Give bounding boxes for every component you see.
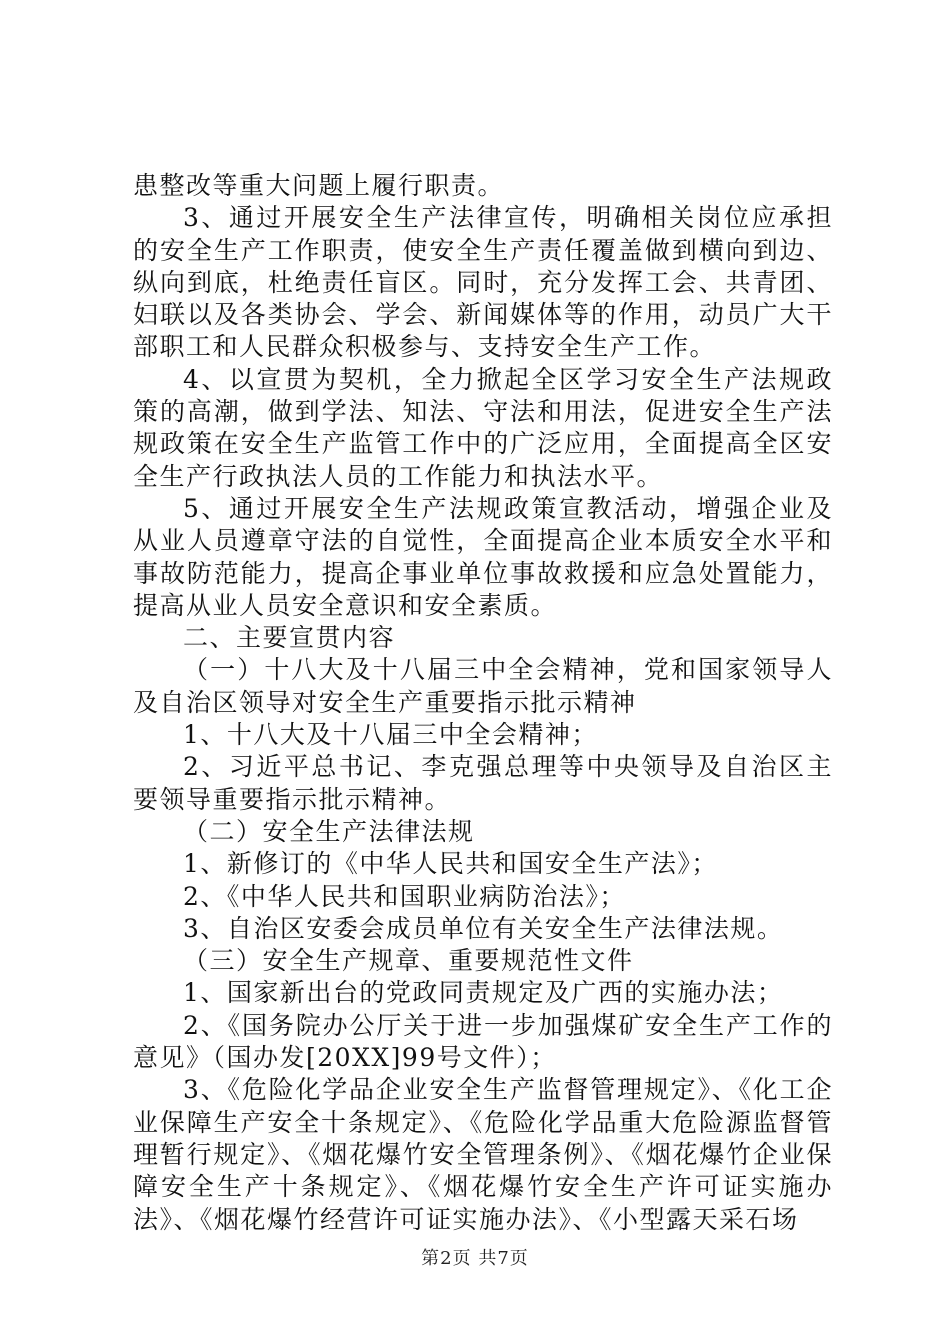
subsection-heading-2: （二）安全生产法律法规 <box>183 816 475 846</box>
list-item: 2、习近平总书记、李克强总理等中央领导及自治区主要领导重要指示批示精神。 <box>133 752 833 814</box>
list-item: 1、新修订的《中华人民共和国安全生产法》； <box>183 849 718 879</box>
document-body <box>133 170 833 1236</box>
list-item: 3、《危险化学品企业安全生产监督管理规定》、《化工企业保障生产安全十条规定》、《危险化学品重大危险源监督管理暂行规定》、《烟花爆竹安全管理条例》、《烟花爆竹企业保障安全生产十条规定》、《烟花爆竹安全生产许可证实施办法》、《烟花爆竹经营许可证实施办法》、《小型露天采石场 <box>133 1075 833 1234</box>
paragraph-item-4: 4、以宣贯为契机，全力掀起全区学习安全生产法规政策的高潮，做到学法、知法、守法和用法，促进安全生产法规政策在安全生产监管工作中的广泛应用，全面提高全区安全生产行政执法人员的工作能力和执法水平。 <box>133 364 833 491</box>
list-item: 2、《国务院办公厅关于进一步加强煤矿安全生产工作的意见》（国办发[20XX]99号文件）； <box>133 1010 833 1073</box>
section-heading-main-content: 二、主要宣贯内容 <box>183 623 396 653</box>
paragraph-continuation: 患整改等重大问题上履行职责。 <box>133 171 505 200</box>
page-number-footer: 第2页 共7页 <box>421 1248 529 1269</box>
paragraph-item-3: 3、通过开展安全生产法律宣传，明确相关岗位应承担的安全生产工作职责，使安全生产责任覆盖做到横向到边、纵向到底，杜绝责任盲区。同时，充分发挥工会、共青团、妇联以及各类协会、学会、新闻媒体等的作用，动员广大干部职工和人民群众积极参与、支持安全生产工作。 <box>133 203 833 362</box>
list-item: 3、自治区安委会成员单位有关安全生产法律法规。 <box>183 913 784 943</box>
subsection-heading-3: （三）安全生产规章、重要规范性文件 <box>183 946 634 976</box>
list-item: 2、《中华人民共和国职业病防治法》； <box>183 881 626 911</box>
list-item: 1、十八大及十八届三中全会精神； <box>183 720 598 750</box>
list-item: 1、国家新出台的党政同责规定及广西的实施办法； <box>183 978 784 1008</box>
subsection-heading-1: （一）十八大及十八届三中全会精神，党和国家领导人及自治区领导对安全生产重要指示批示精神 <box>133 655 833 717</box>
paragraph-item-5: 5、通过开展安全生产法规政策宣教活动，增强企业及从业人员遵章守法的自觉性，全面提高企业本质安全水平和事故防范能力，提高企事业单位事故救援和应急处置能力，提高从业人员安全意识和安全素质。 <box>133 493 833 620</box>
